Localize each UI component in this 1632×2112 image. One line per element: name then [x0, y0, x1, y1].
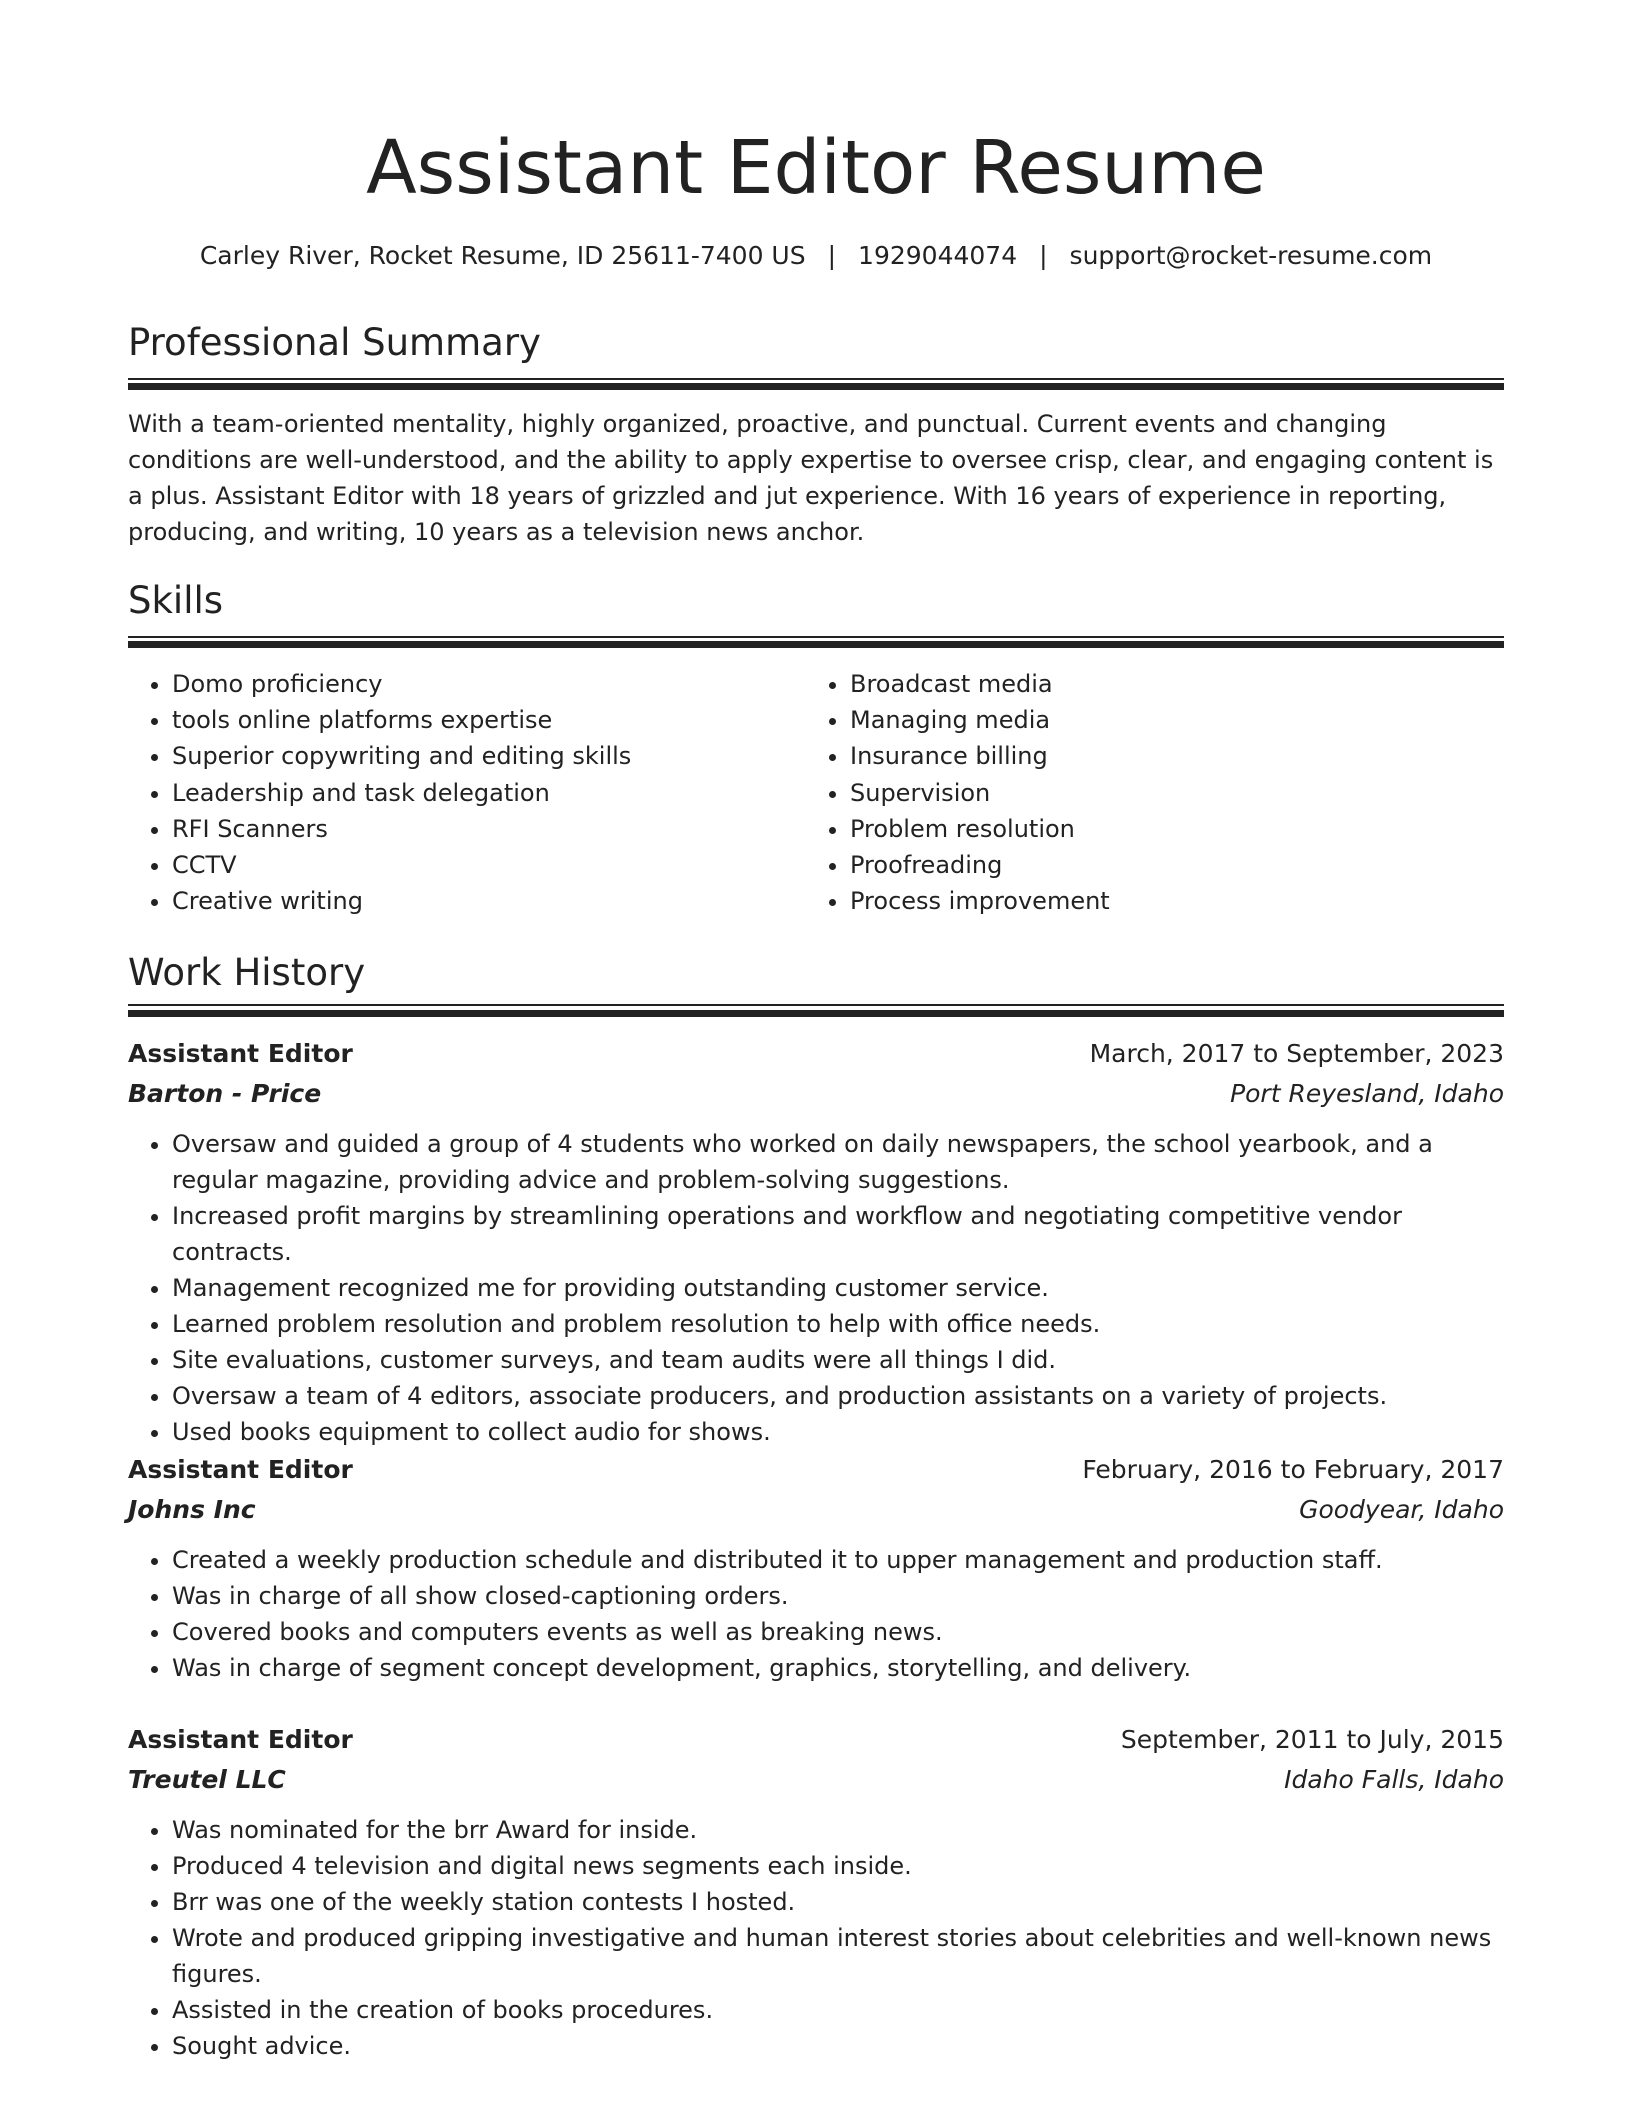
job-dates: September, 2011 to July, 2015: [1120, 1725, 1504, 1754]
skill-item: • Insurance billing: [850, 738, 1466, 774]
section-rule: [128, 383, 1504, 390]
job-entry: [128, 1450, 1504, 1686]
job-bullets: [128, 1812, 1504, 2064]
skills-heading: Skills: [128, 579, 224, 622]
section-rule: [128, 1010, 1504, 1017]
job-company: Treutel LLC: [128, 1765, 286, 1794]
job-entry: [128, 1034, 1504, 1450]
skill-item: • Proofreading: [850, 847, 1466, 883]
job-bullet: • Covered books and computers events as well as breaking news.: [172, 1614, 1504, 1650]
skill-item: • CCTV: [172, 847, 788, 883]
job-bullet: • Assisted in the creation of books procedures.: [172, 1992, 1504, 2028]
job-company-row: [128, 1074, 1504, 1114]
section-heading-summary: [128, 318, 1504, 368]
job-dates: February, 2016 to February, 2017: [1082, 1455, 1504, 1484]
contact-email: support@rocket-resume.com: [1069, 241, 1433, 270]
section-rule: [128, 641, 1504, 648]
contact-address: Carley River, Rocket Resume, ID 25611-7400 US: [199, 241, 806, 270]
summary-heading: Professional Summary: [128, 321, 541, 364]
skills-column-right: [806, 666, 1466, 919]
job-title: Assistant Editor: [128, 1725, 353, 1754]
job-company: Barton - Price: [128, 1079, 322, 1108]
job-bullet: • Brr was one of the weekly station contests I hosted.: [172, 1884, 1504, 1920]
skill-item: • tools online platforms expertise: [172, 702, 788, 738]
skill-item: • Managing media: [850, 702, 1466, 738]
job-bullet: • Learned problem resolution and problem resolution to help with office needs.: [172, 1306, 1504, 1342]
job-company: Johns Inc: [128, 1495, 256, 1524]
skill-item: • RFI Scanners: [172, 811, 788, 847]
section-rule: [128, 1004, 1504, 1006]
job-bullet: • Produced 4 television and digital news segments each inside.: [172, 1848, 1504, 1884]
job-company-row: [128, 1490, 1504, 1530]
job-bullet: • Increased profit margins by streamlining operations and workflow and negotiating competitive vendor contracts.: [172, 1198, 1504, 1270]
job-company-row: [128, 1760, 1504, 1800]
section-heading-work: [128, 948, 1504, 998]
job-bullet: • Sought advice.: [172, 2028, 1504, 2064]
summary-text: With a team-oriented mentality, highly organized, proactive, and punctual. Current events and changing conditions are well-understood, and the ability to apply expertise to oversee crisp, clear, and engaging content is a plus. Assistant Editor with 18 years of grizzled and jut experience. With 16 years of experience in reporting, producing, and writing, 10 years as a television news anchor.: [128, 410, 1494, 546]
job-entry: [128, 1720, 1504, 2064]
skill-item: • Problem resolution: [850, 811, 1466, 847]
job-title-row: [128, 1034, 1504, 1074]
skill-item: • Supervision: [850, 775, 1466, 811]
contact-separator: |: [1039, 241, 1048, 270]
job-location: Goodyear, Idaho: [1299, 1495, 1504, 1524]
job-location: Port Reyesland, Idaho: [1230, 1079, 1504, 1108]
job-bullet: • Created a weekly production schedule and distributed it to upper management and production staff.: [172, 1542, 1504, 1578]
job-bullet: • Was nominated for the brr Award for inside.: [172, 1812, 1504, 1848]
job-title: Assistant Editor: [128, 1039, 353, 1068]
job-title-row: [128, 1720, 1504, 1760]
work-heading: Work History: [128, 951, 366, 994]
job-location: Idaho Falls, Idaho: [1284, 1765, 1504, 1794]
contact-line: [128, 236, 1504, 276]
section-heading-skills: [128, 576, 1504, 626]
page-title: Assistant Editor Resume: [366, 125, 1266, 211]
job-bullet: • Oversaw a team of 4 editors, associate producers, and production assistants on a variety of projects.: [172, 1378, 1504, 1414]
job-title: Assistant Editor: [128, 1455, 353, 1484]
skill-item: • Domo proficiency: [172, 666, 788, 702]
skill-item: • Leadership and task delegation: [172, 775, 788, 811]
job-bullet: • Wrote and produced gripping investigative and human interest stories about celebrities and well-known news figures.: [172, 1920, 1504, 1992]
job-bullet: • Used books equipment to collect audio for shows.: [172, 1414, 1504, 1450]
job-bullet: • Management recognized me for providing outstanding customer service.: [172, 1270, 1504, 1306]
job-bullets: [128, 1126, 1504, 1450]
section-rule: [128, 378, 1504, 380]
skills-column-left: [128, 666, 788, 919]
skill-item: • Process improvement: [850, 883, 1466, 919]
contact-phone: 1929044074: [858, 241, 1018, 270]
job-bullet: • Was in charge of all show closed-captioning orders.: [172, 1578, 1504, 1614]
job-bullets: [128, 1542, 1504, 1686]
job-title-row: [128, 1450, 1504, 1490]
job-bullet: • Site evaluations, customer surveys, and team audits were all things I did.: [172, 1342, 1504, 1378]
skill-item: • Creative writing: [172, 883, 788, 919]
job-bullet: • Oversaw and guided a group of 4 students who worked on daily newspapers, the school yearbook, and a regular magazine, providing advice and problem-solving suggestions.: [172, 1126, 1504, 1198]
job-dates: March, 2017 to September, 2023: [1089, 1039, 1504, 1068]
job-bullet: • Was in charge of segment concept development, graphics, storytelling, and delivery.: [172, 1650, 1504, 1686]
contact-separator: |: [827, 241, 837, 270]
skill-item: • Superior copywriting and editing skills: [172, 738, 788, 774]
section-rule: [128, 636, 1504, 638]
skill-item: • Broadcast media: [850, 666, 1466, 702]
